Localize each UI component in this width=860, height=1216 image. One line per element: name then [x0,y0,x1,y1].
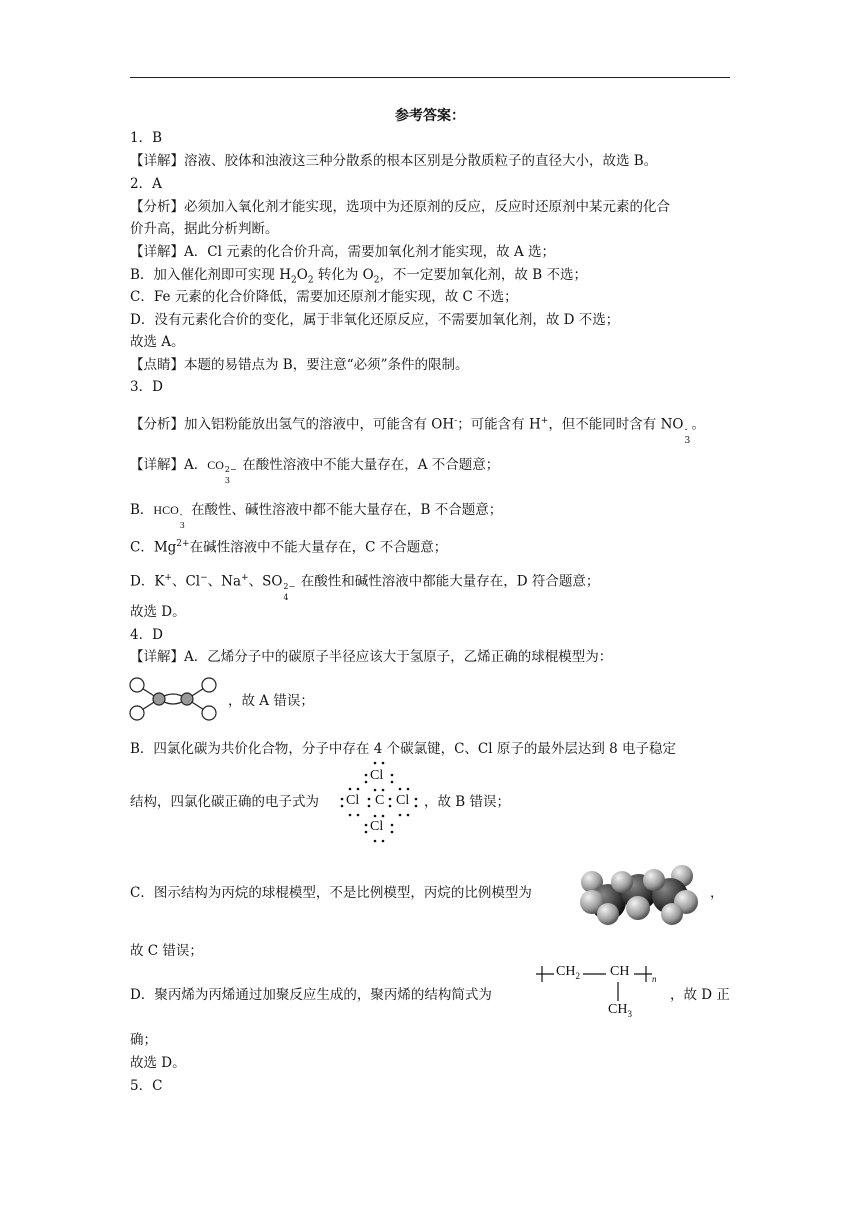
q4-detail-d-line2: 确； [130,1032,157,1048]
header-rule [130,77,730,78]
q1-answer: 1．B [130,130,163,146]
q2-analysis-line1: 【分析】必须加入氧化剂才能实现，选项中为还原剂的反应，反应时还原剂中某元素的化合 [130,199,670,215]
q3-analysis: 【分析】加入铝粉能放出氢气的溶液中，可能含有 OH-；可能含有 H+，但不能同时含有 NO - 3 。 [130,416,705,446]
q1-detail: 【详解】溶液、胶体和浊液这三种分散系的根本区别是分散质粒子的直径大小，故选 B。 [130,153,658,169]
page-title: 参考答案： [395,108,465,124]
q2-conclusion: 故选 A。 [130,334,185,350]
q4-detail-b-tail: ，故 B 错误； [424,794,511,810]
q4-detail-b-line1: B．四氯化碳为共价化合物，分子中存在 4 个碳氯键，C、Cl 原子的最外层达到 8 电子稳定 [130,741,677,757]
propane-space-filling-model [578,862,702,926]
q3-detail-d: D．K+、Cl−、Na+、SO 2− 4 在酸性和碱性溶液中都能大量存在，D 符合题意； [130,573,600,602]
q3-detail-a: 【详解】A．CO 2− 3 在酸性溶液中不能大量存在，A 不合题意； [130,457,500,485]
q3-conclusion: 故选 D。 [130,604,186,620]
ccl4-electron-formula: Cl Cl C Cl Cl [340,760,418,844]
q4-detail-a-tail: ，故 A 错误； [228,693,314,709]
q4-conclusion: 故选 D。 [130,1055,186,1071]
q4-detail-c-line1: C．图示结构为丙烷的球棍模型，不是比例模型，丙烷的比例模型为 [130,885,532,901]
q4-detail-b-line2: 结构，四氯化碳正确的电子式为 [130,794,319,810]
q4-detail-d-line1: D．聚丙烯为丙烯通过加聚反应生成的，聚丙烯的结构简式为 [130,987,492,1003]
q2-answer: 2．A [130,176,162,192]
polypropylene-structure: $CH_2$ CH n $CH_3$ [536,960,666,1022]
q3-detail-c: C．$Mg^{2+}$在碱性溶液中不能大量存在，C 不合题意； [130,539,448,556]
q2-detail-d: D．没有元素化合价的变化，属于非氧化还原反应，不需要加氧化剂，故 D 不选； [130,312,620,328]
q2-analysis-line2: 价升高，据此分析判断。 [130,221,279,237]
q3-detail-b: B．HCO - 3 在酸性、碱性溶液中都不能大量存在，B 不合题意； [130,502,503,530]
q4-detail-c-comma: ， [710,885,724,901]
q2-detail-b: B．加入催化剂即可实现 $H_2O_2$ 转化为 $O_2$，不一定要加氧化剂，故 B 不选； [130,267,587,286]
ccl4-electron-dots [340,760,418,844]
q2-detail-c: C．Fe 元素的化合价降低，需要加还原剂才能实现，故 C 不选； [130,289,518,305]
q2-note: 【点睛】本题的易错点为 B，要注意“必须”条件的限制。 [130,357,469,373]
q3-answer: 3．D [130,379,163,395]
q2-detail-a: 【详解】A．Cl 元素的化合价升高，需要加氧化剂才能实现，故 A 选； [130,244,556,260]
q4-detail-c-line2: 故 C 错误； [130,943,203,959]
q4-detail-d-tail: ，故 D 正 [670,987,730,1003]
q4-detail-a: 【详解】A．乙烯分子中的碳原子半径应该大于氢原子，乙烯正确的球棍模型为： [130,649,613,665]
q5-answer: 5．C [130,1078,163,1094]
ethylene-ball-stick-model [125,672,221,726]
q4-answer: 4．D [130,627,163,643]
